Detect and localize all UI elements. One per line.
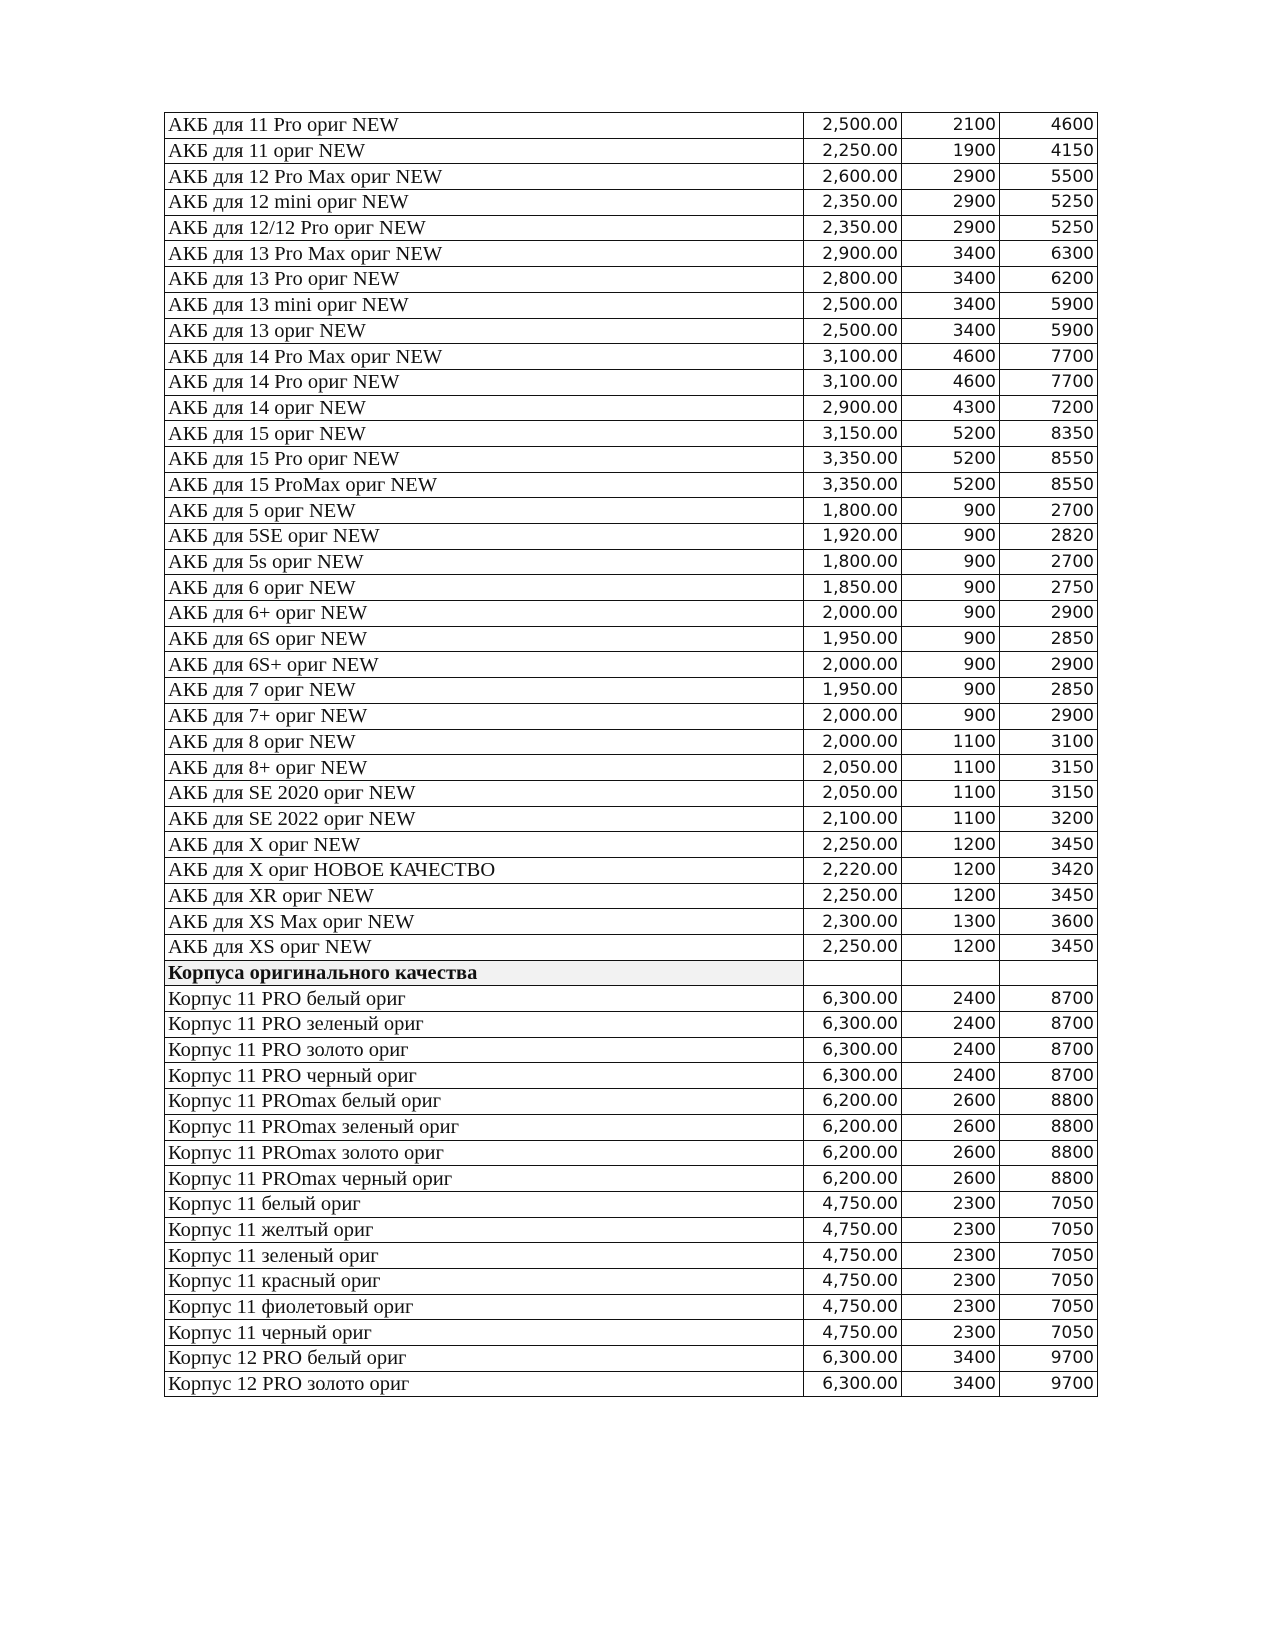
- work-price-cell: 5200: [902, 472, 1000, 498]
- total-price-cell: 7050: [1000, 1294, 1098, 1320]
- item-name-cell: АКБ для 15 Pro ориг NEW: [165, 446, 804, 472]
- price-cell: 2,250.00: [804, 138, 902, 164]
- total-price-cell: 2850: [1000, 626, 1098, 652]
- work-price-cell: 2300: [902, 1243, 1000, 1269]
- item-name-cell: АКБ для 13 ориг NEW: [165, 318, 804, 344]
- price-cell: 6,300.00: [804, 1371, 902, 1397]
- work-price-cell: 5200: [902, 421, 1000, 447]
- item-name-cell: Корпус 12 PRO золото ориг: [165, 1371, 804, 1397]
- table-row: [165, 909, 1098, 935]
- price-cell: 4,750.00: [804, 1243, 902, 1269]
- item-name-cell: Корпус 11 PROmax золото ориг: [165, 1140, 804, 1166]
- work-price-cell: 2300: [902, 1294, 1000, 1320]
- item-name-cell: АКБ для X ориг НОВОЕ КАЧЕСТВО: [165, 857, 804, 883]
- work-price-cell: 3400: [902, 318, 1000, 344]
- total-price-cell: 8700: [1000, 1037, 1098, 1063]
- table-row: [165, 1346, 1098, 1372]
- work-price-cell: 900: [902, 549, 1000, 575]
- work-price-cell: 900: [902, 524, 1000, 550]
- item-name-cell: АКБ для 8 ориг NEW: [165, 729, 804, 755]
- work-price-cell: 2900: [902, 215, 1000, 241]
- price-cell: [804, 960, 902, 986]
- table-row: [165, 729, 1098, 755]
- work-price-cell: 1100: [902, 806, 1000, 832]
- total-price-cell: [1000, 960, 1098, 986]
- total-price-cell: 8800: [1000, 1114, 1098, 1140]
- price-cell: 2,350.00: [804, 190, 902, 216]
- total-price-cell: 2700: [1000, 549, 1098, 575]
- table-row: [165, 1294, 1098, 1320]
- item-name-cell: АКБ для 14 Pro Max ориг NEW: [165, 344, 804, 370]
- work-price-cell: 4600: [902, 344, 1000, 370]
- price-cell: 3,100.00: [804, 344, 902, 370]
- table-row: [165, 421, 1098, 447]
- table-row: [165, 524, 1098, 550]
- total-price-cell: 8800: [1000, 1140, 1098, 1166]
- work-price-cell: 2900: [902, 164, 1000, 190]
- item-name-cell: АКБ для 6 ориг NEW: [165, 575, 804, 601]
- total-price-cell: 5500: [1000, 164, 1098, 190]
- total-price-cell: 3450: [1000, 883, 1098, 909]
- price-cell: 6,200.00: [804, 1140, 902, 1166]
- price-cell: 2,220.00: [804, 857, 902, 883]
- total-price-cell: 5250: [1000, 190, 1098, 216]
- total-price-cell: 7050: [1000, 1320, 1098, 1346]
- price-cell: 2,000.00: [804, 703, 902, 729]
- total-price-cell: 3200: [1000, 806, 1098, 832]
- table-row: [165, 652, 1098, 678]
- work-price-cell: 900: [902, 678, 1000, 704]
- item-name-cell: АКБ для 13 Pro ориг NEW: [165, 267, 804, 293]
- work-price-cell: 900: [902, 626, 1000, 652]
- work-price-cell: 900: [902, 498, 1000, 524]
- total-price-cell: 3420: [1000, 857, 1098, 883]
- price-cell: 2,500.00: [804, 292, 902, 318]
- table-row: [165, 318, 1098, 344]
- item-name-cell: АКБ для 7+ ориг NEW: [165, 703, 804, 729]
- table-row: [165, 678, 1098, 704]
- price-cell: 4,750.00: [804, 1268, 902, 1294]
- total-price-cell: 7050: [1000, 1243, 1098, 1269]
- work-price-cell: 2900: [902, 190, 1000, 216]
- table-row: [165, 626, 1098, 652]
- price-cell: 2,500.00: [804, 113, 902, 139]
- table-row: [165, 755, 1098, 781]
- item-name-cell: АКБ для SE 2020 ориг NEW: [165, 780, 804, 806]
- table-row: [165, 986, 1098, 1012]
- price-cell: 1,920.00: [804, 524, 902, 550]
- price-cell: 2,900.00: [804, 241, 902, 267]
- total-price-cell: 3450: [1000, 832, 1098, 858]
- price-cell: 2,350.00: [804, 215, 902, 241]
- work-price-cell: 1200: [902, 832, 1000, 858]
- work-price-cell: 900: [902, 601, 1000, 627]
- work-price-cell: 1900: [902, 138, 1000, 164]
- item-name-cell: АКБ для 12 mini ориг NEW: [165, 190, 804, 216]
- item-name-cell: АКБ для 6S ориг NEW: [165, 626, 804, 652]
- table-row: [165, 1114, 1098, 1140]
- total-price-cell: 4150: [1000, 138, 1098, 164]
- price-cell: 2,000.00: [804, 652, 902, 678]
- table-row: [165, 1089, 1098, 1115]
- work-price-cell: 3400: [902, 1346, 1000, 1372]
- total-price-cell: 7700: [1000, 344, 1098, 370]
- table-row: [165, 241, 1098, 267]
- work-price-cell: 2400: [902, 1037, 1000, 1063]
- item-name-cell: АКБ для 15 ProMax ориг NEW: [165, 472, 804, 498]
- item-name-cell: Корпус 11 PRO черный ориг: [165, 1063, 804, 1089]
- item-name-cell: АКБ для 5SE ориг NEW: [165, 524, 804, 550]
- price-cell: 2,300.00: [804, 909, 902, 935]
- price-table: [164, 112, 1098, 1397]
- item-name-cell: АКБ для 15 ориг NEW: [165, 421, 804, 447]
- item-name-cell: Корпус 11 фиолетовый ориг: [165, 1294, 804, 1320]
- item-name-cell: Корпус 11 PROmax черный ориг: [165, 1166, 804, 1192]
- price-cell: 2,050.00: [804, 780, 902, 806]
- table-row: [165, 215, 1098, 241]
- price-cell: 6,300.00: [804, 986, 902, 1012]
- work-price-cell: 1200: [902, 935, 1000, 961]
- table-row: [165, 1268, 1098, 1294]
- work-price-cell: [902, 960, 1000, 986]
- total-price-cell: 9700: [1000, 1346, 1098, 1372]
- item-name-cell: АКБ для XS Max ориг NEW: [165, 909, 804, 935]
- table-row: [165, 1012, 1098, 1038]
- table-row: [165, 1191, 1098, 1217]
- item-name-cell: Корпуса оригинального качества: [165, 960, 804, 986]
- item-name-cell: АКБ для 8+ ориг NEW: [165, 755, 804, 781]
- work-price-cell: 2600: [902, 1089, 1000, 1115]
- price-cell: 3,350.00: [804, 472, 902, 498]
- item-name-cell: АКБ для 11 Pro ориг NEW: [165, 113, 804, 139]
- work-price-cell: 2600: [902, 1140, 1000, 1166]
- price-cell: 4,750.00: [804, 1294, 902, 1320]
- total-price-cell: 3100: [1000, 729, 1098, 755]
- price-cell: 4,750.00: [804, 1320, 902, 1346]
- total-price-cell: 8700: [1000, 986, 1098, 1012]
- price-cell: 3,350.00: [804, 446, 902, 472]
- work-price-cell: 1100: [902, 729, 1000, 755]
- work-price-cell: 3400: [902, 1371, 1000, 1397]
- table-row: [165, 883, 1098, 909]
- table-row: [165, 113, 1098, 139]
- item-name-cell: АКБ для 13 mini ориг NEW: [165, 292, 804, 318]
- table-row: [165, 138, 1098, 164]
- price-cell: 6,300.00: [804, 1037, 902, 1063]
- table-row: [165, 446, 1098, 472]
- total-price-cell: 8550: [1000, 446, 1098, 472]
- price-cell: 2,500.00: [804, 318, 902, 344]
- total-price-cell: 8350: [1000, 421, 1098, 447]
- work-price-cell: 900: [902, 652, 1000, 678]
- total-price-cell: 2850: [1000, 678, 1098, 704]
- work-price-cell: 900: [902, 575, 1000, 601]
- table-row: [165, 703, 1098, 729]
- item-name-cell: АКБ для 6+ ориг NEW: [165, 601, 804, 627]
- item-name-cell: Корпус 11 красный ориг: [165, 1268, 804, 1294]
- price-cell: 2,600.00: [804, 164, 902, 190]
- price-cell: 6,300.00: [804, 1012, 902, 1038]
- table-row: [165, 395, 1098, 421]
- item-name-cell: АКБ для 7 ориг NEW: [165, 678, 804, 704]
- work-price-cell: 2300: [902, 1268, 1000, 1294]
- total-price-cell: 5900: [1000, 318, 1098, 344]
- item-name-cell: АКБ для X ориг NEW: [165, 832, 804, 858]
- item-name-cell: АКБ для XR ориг NEW: [165, 883, 804, 909]
- price-cell: 2,000.00: [804, 729, 902, 755]
- section-header-row: [165, 960, 1098, 986]
- work-price-cell: 2100: [902, 113, 1000, 139]
- price-cell: 2,000.00: [804, 601, 902, 627]
- work-price-cell: 4300: [902, 395, 1000, 421]
- item-name-cell: АКБ для 5 ориг NEW: [165, 498, 804, 524]
- item-name-cell: Корпус 11 PROmax зеленый ориг: [165, 1114, 804, 1140]
- table-row: [165, 498, 1098, 524]
- table-row: [165, 549, 1098, 575]
- work-price-cell: 4600: [902, 369, 1000, 395]
- item-name-cell: АКБ для 14 ориг NEW: [165, 395, 804, 421]
- total-price-cell: 6300: [1000, 241, 1098, 267]
- table-row: [165, 292, 1098, 318]
- price-cell: 4,750.00: [804, 1217, 902, 1243]
- item-name-cell: АКБ для 12 Pro Max ориг NEW: [165, 164, 804, 190]
- work-price-cell: 1200: [902, 883, 1000, 909]
- price-cell: 2,250.00: [804, 935, 902, 961]
- total-price-cell: 3450: [1000, 935, 1098, 961]
- total-price-cell: 7200: [1000, 395, 1098, 421]
- total-price-cell: 2900: [1000, 652, 1098, 678]
- price-cell: 2,800.00: [804, 267, 902, 293]
- price-cell: 1,950.00: [804, 678, 902, 704]
- total-price-cell: 2700: [1000, 498, 1098, 524]
- price-cell: 6,200.00: [804, 1114, 902, 1140]
- price-cell: 1,800.00: [804, 498, 902, 524]
- total-price-cell: 7050: [1000, 1217, 1098, 1243]
- table-row: [165, 1217, 1098, 1243]
- total-price-cell: 8550: [1000, 472, 1098, 498]
- total-price-cell: 5250: [1000, 215, 1098, 241]
- table-row: [165, 601, 1098, 627]
- item-name-cell: АКБ для 13 Pro Max ориг NEW: [165, 241, 804, 267]
- item-name-cell: АКБ для 6S+ ориг NEW: [165, 652, 804, 678]
- price-cell: 3,100.00: [804, 369, 902, 395]
- table-row: [165, 1166, 1098, 1192]
- price-cell: 6,200.00: [804, 1166, 902, 1192]
- item-name-cell: АКБ для SE 2022 ориг NEW: [165, 806, 804, 832]
- total-price-cell: 6200: [1000, 267, 1098, 293]
- work-price-cell: 2300: [902, 1320, 1000, 1346]
- work-price-cell: 1100: [902, 780, 1000, 806]
- work-price-cell: 2400: [902, 986, 1000, 1012]
- item-name-cell: АКБ для 14 Pro ориг NEW: [165, 369, 804, 395]
- total-price-cell: 7050: [1000, 1268, 1098, 1294]
- table-row: [165, 1320, 1098, 1346]
- total-price-cell: 3150: [1000, 755, 1098, 781]
- price-cell: 2,100.00: [804, 806, 902, 832]
- work-price-cell: 2600: [902, 1166, 1000, 1192]
- table-row: [165, 164, 1098, 190]
- table-row: [165, 857, 1098, 883]
- item-name-cell: Корпус 11 желтый ориг: [165, 1217, 804, 1243]
- item-name-cell: Корпус 11 PROmax белый ориг: [165, 1089, 804, 1115]
- work-price-cell: 3400: [902, 241, 1000, 267]
- table-row: [165, 575, 1098, 601]
- total-price-cell: 2750: [1000, 575, 1098, 601]
- price-cell: 6,300.00: [804, 1063, 902, 1089]
- total-price-cell: 7700: [1000, 369, 1098, 395]
- work-price-cell: 1100: [902, 755, 1000, 781]
- work-price-cell: 2400: [902, 1063, 1000, 1089]
- price-cell: 1,950.00: [804, 626, 902, 652]
- price-cell: 1,800.00: [804, 549, 902, 575]
- work-price-cell: 1200: [902, 857, 1000, 883]
- table-row: [165, 806, 1098, 832]
- item-name-cell: Корпус 11 белый ориг: [165, 1191, 804, 1217]
- item-name-cell: АКБ для 11 ориг NEW: [165, 138, 804, 164]
- table-row: [165, 190, 1098, 216]
- item-name-cell: АКБ для 5s ориг NEW: [165, 549, 804, 575]
- table-row: [165, 369, 1098, 395]
- total-price-cell: 8700: [1000, 1012, 1098, 1038]
- table-row: [165, 935, 1098, 961]
- item-name-cell: Корпус 11 PRO белый ориг: [165, 986, 804, 1012]
- item-name-cell: Корпус 11 черный ориг: [165, 1320, 804, 1346]
- price-cell: 6,200.00: [804, 1089, 902, 1115]
- item-name-cell: Корпус 12 PRO белый ориг: [165, 1346, 804, 1372]
- work-price-cell: 900: [902, 703, 1000, 729]
- total-price-cell: 7050: [1000, 1191, 1098, 1217]
- table-row: [165, 1371, 1098, 1397]
- total-price-cell: 2820: [1000, 524, 1098, 550]
- work-price-cell: 3400: [902, 267, 1000, 293]
- work-price-cell: 2400: [902, 1012, 1000, 1038]
- work-price-cell: 2600: [902, 1114, 1000, 1140]
- price-table-body: [165, 113, 1098, 1397]
- price-cell: 3,150.00: [804, 421, 902, 447]
- item-name-cell: Корпус 11 зеленый ориг: [165, 1243, 804, 1269]
- total-price-cell: 8800: [1000, 1166, 1098, 1192]
- total-price-cell: 9700: [1000, 1371, 1098, 1397]
- work-price-cell: 2300: [902, 1217, 1000, 1243]
- table-row: [165, 1037, 1098, 1063]
- table-row: [165, 267, 1098, 293]
- item-name-cell: Корпус 11 PRO золото ориг: [165, 1037, 804, 1063]
- table-row: [165, 472, 1098, 498]
- total-price-cell: 4600: [1000, 113, 1098, 139]
- item-name-cell: АКБ для XS ориг NEW: [165, 935, 804, 961]
- total-price-cell: 8800: [1000, 1089, 1098, 1115]
- table-row: [165, 344, 1098, 370]
- price-cell: 1,850.00: [804, 575, 902, 601]
- price-cell: 4,750.00: [804, 1191, 902, 1217]
- item-name-cell: Корпус 11 PRO зеленый ориг: [165, 1012, 804, 1038]
- table-row: [165, 832, 1098, 858]
- table-row: [165, 1243, 1098, 1269]
- total-price-cell: 3150: [1000, 780, 1098, 806]
- item-name-cell: АКБ для 12/12 Pro ориг NEW: [165, 215, 804, 241]
- price-cell: 2,250.00: [804, 832, 902, 858]
- work-price-cell: 3400: [902, 292, 1000, 318]
- table-row: [165, 1063, 1098, 1089]
- price-cell: 6,300.00: [804, 1346, 902, 1372]
- work-price-cell: 1300: [902, 909, 1000, 935]
- table-row: [165, 1140, 1098, 1166]
- total-price-cell: 2900: [1000, 703, 1098, 729]
- price-cell: 2,250.00: [804, 883, 902, 909]
- total-price-cell: 8700: [1000, 1063, 1098, 1089]
- price-cell: 2,900.00: [804, 395, 902, 421]
- total-price-cell: 3600: [1000, 909, 1098, 935]
- price-cell: 2,050.00: [804, 755, 902, 781]
- table-row: [165, 780, 1098, 806]
- work-price-cell: 2300: [902, 1191, 1000, 1217]
- work-price-cell: 5200: [902, 446, 1000, 472]
- total-price-cell: 5900: [1000, 292, 1098, 318]
- total-price-cell: 2900: [1000, 601, 1098, 627]
